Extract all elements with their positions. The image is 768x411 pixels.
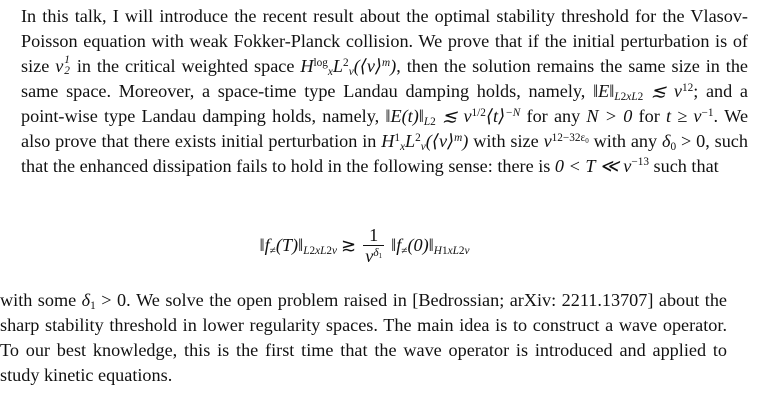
p1-text-9: with any bbox=[588, 130, 662, 151]
p1-text-4: ; and a point-wise type Landau damping holds, namely, bbox=[21, 80, 749, 126]
p1-text-7: . We also prove that there exists initial perturbation in bbox=[21, 105, 749, 151]
eq-rhs: $‖f_\ne(0)‖_{H1xL2v}$ bbox=[391, 235, 470, 258]
math-H1-space: $H^1_xL^2_v(⟨v⟩^m)$ bbox=[381, 130, 469, 154]
display-equation bbox=[0, 225, 727, 273]
p2-text-1: with some bbox=[0, 290, 82, 310]
math-pointwise-damping: $‖E(t)‖_{L2}$ ≲ $\nu^{1/2}⟨t⟩^{-N}$ bbox=[385, 105, 521, 129]
p1-text-6: for bbox=[632, 105, 666, 126]
math-N-positive: N > 0 bbox=[586, 105, 633, 126]
math-T-condition: 0 < T ≪ $\nu^{-13}$ bbox=[554, 155, 649, 176]
p1-text-3: , then the solution remains the same size in the same space. Moreover, a space-time type Landau damping holds, namely, bbox=[21, 55, 749, 101]
math-delta0: $\delta_0 > 0$ bbox=[661, 130, 706, 154]
math-delta1: $\delta_1 > 0$ bbox=[81, 290, 127, 313]
p1-text-11: such that bbox=[648, 155, 719, 176]
math-nu-half: ν 1 2 bbox=[55, 53, 70, 77]
p1-text-5: for any bbox=[520, 105, 587, 126]
p1-text-8: with size bbox=[468, 130, 544, 151]
p1-text-10: , such that the enhanced dissipation fails to hold in the following sense: there is bbox=[21, 130, 748, 176]
eq-lhs: $‖f_\ne(T)‖_{L2xL2v}$ bbox=[259, 235, 338, 258]
paragraph-2 bbox=[0, 288, 727, 388]
abstract-continued bbox=[0, 288, 727, 388]
eq-relation: ≳ bbox=[341, 235, 357, 256]
math-critical-space: $H^{log}_xL^2_v(⟨v⟩^m)$ bbox=[300, 55, 397, 79]
math-t-condition: $t \ge \nu^{-1}$ bbox=[665, 105, 714, 126]
p1-text-2: in the critical weighted space bbox=[70, 55, 301, 76]
paragraph-1 bbox=[21, 4, 748, 179]
p1-text-1: In this talk, I will introduce the recent result about the optimal stability threshold for the Vlasov-Poisson equation with weak Fokker-Planck collision. We prove that if the initial perturbation is of size bbox=[21, 6, 748, 76]
abstract bbox=[21, 4, 748, 179]
math-size: $\nu^{12-32\varepsilon_0}$ bbox=[543, 130, 589, 151]
eq-fraction: $\frac{1}{\nu^{\delta_1}}$ bbox=[365, 225, 383, 267]
math-space-time-damping: $‖E‖_{L2xL2}$ ≲ $\nu^{12}$ bbox=[593, 80, 694, 104]
p2-text-2: . We solve the open problem raised in [Bedrossian; arXiv: 2211.13707] about the sharp stability threshold in lower regularity spaces. The main idea is to construct a wave operator. To our best knowledge, this is the first time that the wave operator is introduced and applied to study kinetic equations. bbox=[0, 290, 727, 385]
